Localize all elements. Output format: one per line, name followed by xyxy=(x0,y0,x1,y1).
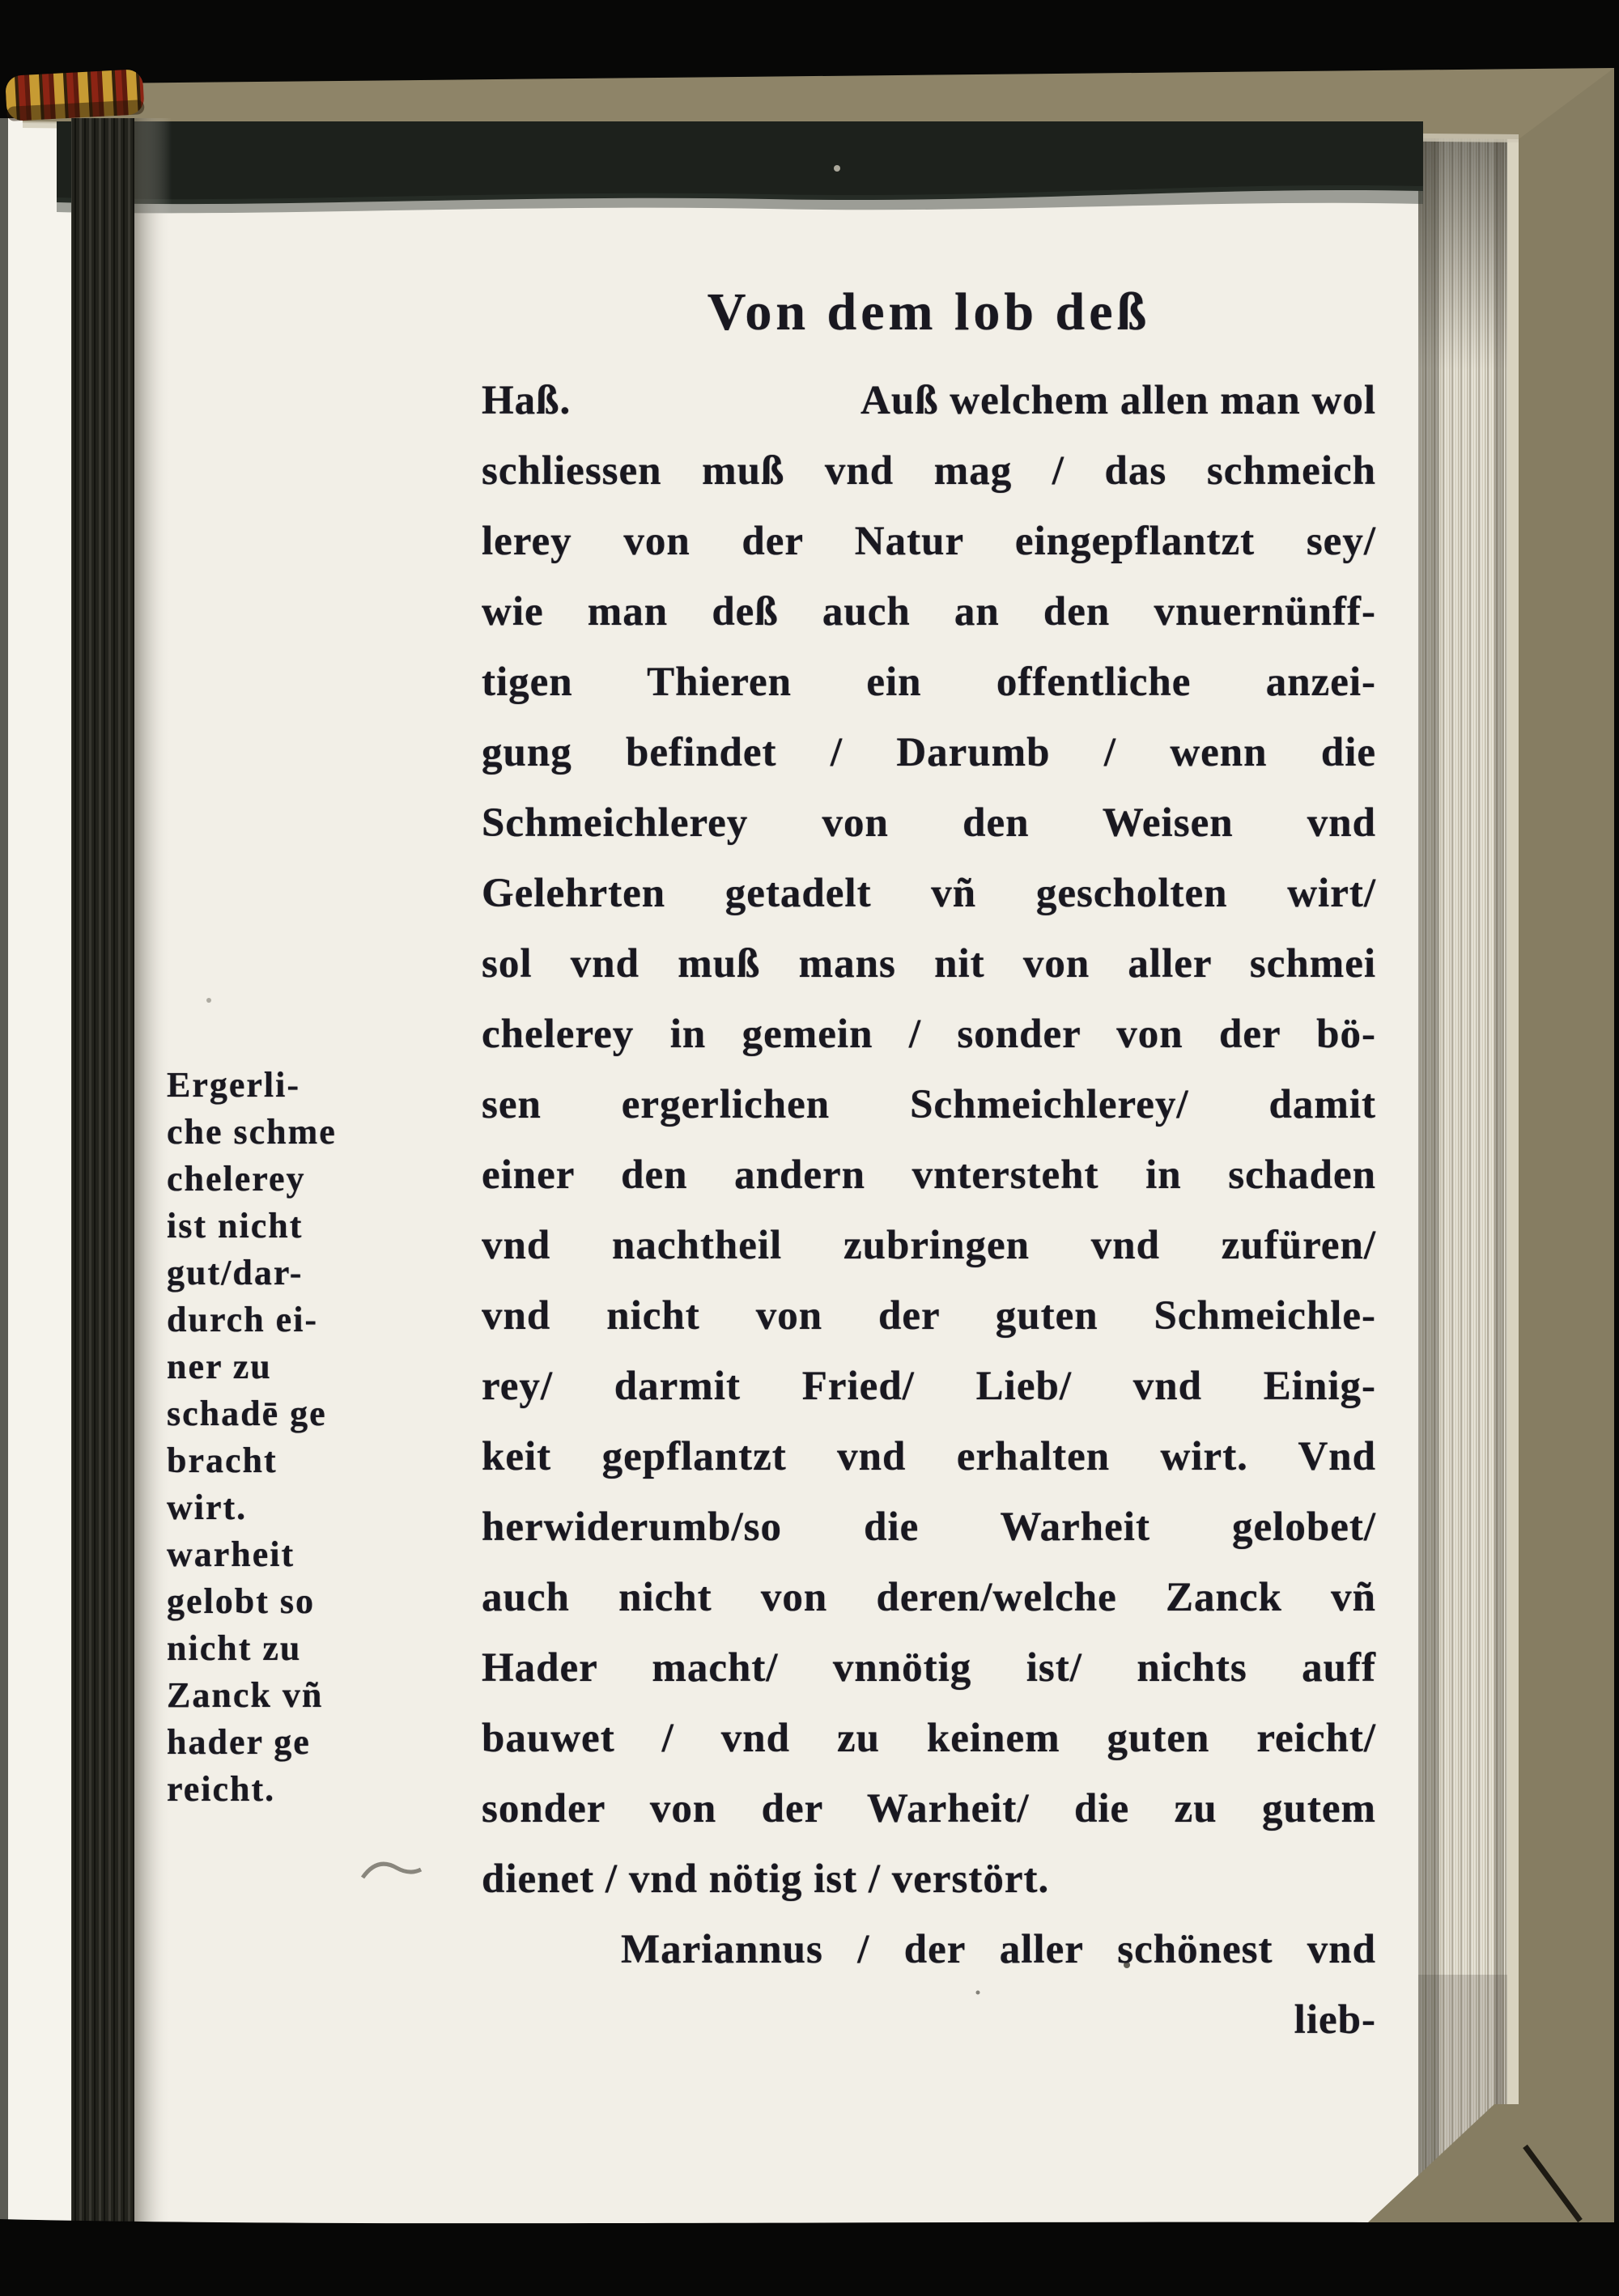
body-line: sol vnd muß mans nit von aller schmei xyxy=(482,941,1376,987)
body-line: lerey von der Natur eingepflantzt sey/ xyxy=(482,519,1376,564)
margin-note-line: chelerey xyxy=(167,1159,306,1199)
bottom-black xyxy=(0,2219,1619,2296)
body-line: tigen Thieren ein offentliche anzei- xyxy=(482,660,1376,705)
body-line: rey/ darmit Fried/ Lieb/ vnd Einig- xyxy=(482,1364,1376,1409)
body-line: auch nicht von deren/welche Zanck vñ xyxy=(482,1575,1376,1620)
body-line-first xyxy=(482,366,1376,436)
body-line-last: dienet / vnd nötig ist / verstört. xyxy=(482,1857,1050,1902)
margin-note-line: gut/dar- xyxy=(167,1253,304,1292)
body-line: keit gepflantzt vnd erhalten wirt. Vnd xyxy=(482,1434,1376,1479)
margin-note-line: che schme xyxy=(167,1112,337,1152)
headband xyxy=(5,69,145,121)
left-edge-dark xyxy=(0,118,8,2229)
margin-note-line: Zanck vñ xyxy=(167,1675,324,1715)
fore-edge xyxy=(1418,128,1519,2187)
margin-note-line: reicht. xyxy=(167,1769,276,1809)
body-lines xyxy=(482,436,1376,1844)
margin-note-line: warheit xyxy=(167,1534,295,1574)
body-line: sen ergerlichen Schmeichlerey/ damit xyxy=(482,1082,1376,1127)
body-line: vnd nicht von der guten Schmeichle- xyxy=(482,1293,1376,1339)
body-line: Gelehrten getadelt vñ gescholten wirt/ xyxy=(482,871,1376,916)
body-line: einer den andern vntersteht in schaden xyxy=(482,1152,1376,1198)
body-line: Hader macht/ vnnötig ist/ nichts auff xyxy=(482,1645,1376,1691)
body-line: wie man deß auch an den vnuernünff- xyxy=(482,589,1376,634)
body-line: sonder von der Warheit/ die zu gutem xyxy=(482,1786,1376,1831)
body-text xyxy=(482,366,1376,2056)
paragraph-opening-line: Mariannus / der aller schönest vnd xyxy=(621,1927,1376,1972)
margin-note-line: bracht xyxy=(167,1441,278,1480)
body-line: herwiderumb/so die Warheit gelobet/ xyxy=(482,1504,1376,1550)
speck xyxy=(206,998,211,1003)
speck xyxy=(834,165,840,172)
margin-note-line: Ergerli- xyxy=(167,1065,301,1105)
body-first-rest: Auß welchem allen man wol xyxy=(860,378,1376,423)
margin-note-1 xyxy=(167,1062,476,1531)
running-title: Von dem lob deß xyxy=(707,282,1151,342)
body-line: vnd nachtheil zubringen vnd zufüren/ xyxy=(482,1223,1376,1268)
gutter-shadow-band xyxy=(71,118,134,2229)
body-line: Schmeichlerey von den Weisen vnd xyxy=(482,800,1376,846)
body-line: schliessen muß vnd mag / das schmeich xyxy=(482,448,1376,494)
margin-note-line: durch ei- xyxy=(167,1300,319,1339)
catchword: lieb- xyxy=(1294,1997,1376,2043)
margin-note-line: ner zu xyxy=(167,1347,272,1386)
margin-note-line: gelobt so xyxy=(167,1581,315,1621)
body-first-word: Haß. xyxy=(482,378,572,423)
margin-note-2 xyxy=(167,1531,476,1813)
margin-note-line: schadē ge xyxy=(167,1394,327,1433)
margin-note-line: hader ge xyxy=(167,1722,311,1762)
body-line: bauwet / vnd zu keinem guten reicht/ xyxy=(482,1716,1376,1761)
margin-note-line: wirt. xyxy=(167,1488,248,1527)
margin-note-line: nicht zu xyxy=(167,1628,302,1668)
body-line: chelerey in gemein / sonder von der bö- xyxy=(482,1012,1376,1057)
body-line: gung befindet / Darumb / wenn die xyxy=(482,730,1376,775)
margin-note-line: ist nicht xyxy=(167,1206,304,1246)
